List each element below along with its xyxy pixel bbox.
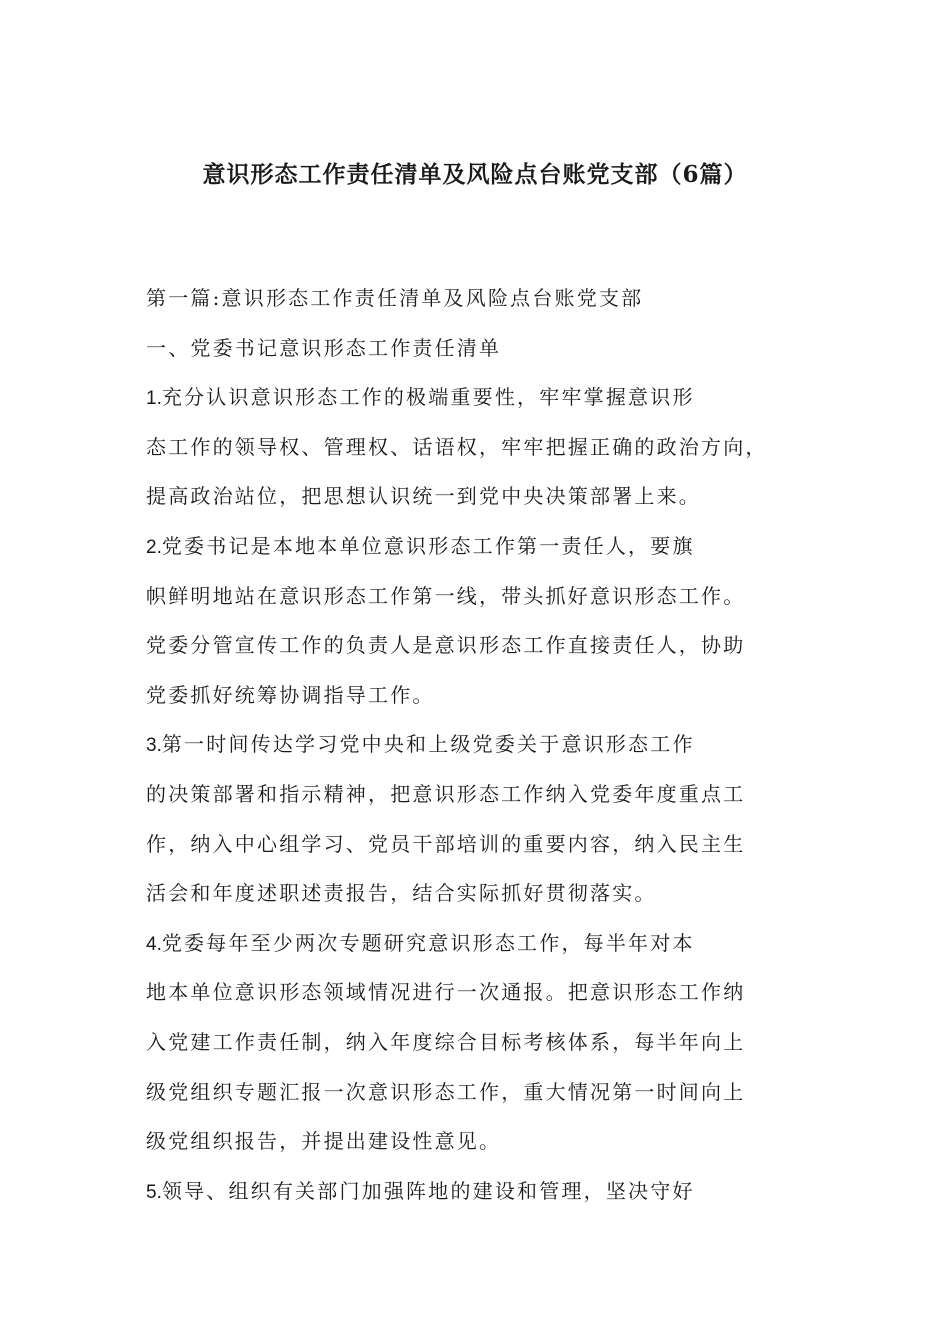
item-number: 2.	[146, 536, 162, 558]
text-line	[146, 1173, 846, 1223]
document-body	[146, 280, 846, 1222]
text-line	[146, 1123, 846, 1173]
text-line	[146, 1024, 846, 1074]
line-text: 作，纳入中心组学习、党员干部培训的重要内容，纳入民主生	[146, 831, 746, 856]
text-line	[146, 875, 846, 925]
text-line	[146, 280, 846, 330]
line-text: 充分认识意识形态工作的极端重要性，牢牢掌握意识形	[161, 385, 695, 410]
item-number: 1.	[146, 388, 162, 410]
text-line	[146, 578, 846, 628]
text-line	[146, 379, 846, 429]
item-number: 4.	[146, 933, 162, 955]
text-line	[146, 330, 846, 380]
text-line	[146, 677, 846, 727]
item-number: 3.	[146, 735, 162, 757]
text-line	[146, 826, 846, 876]
line-text: 帜鲜明地站在意识形态工作第一线，带头抓好意识形态工作。	[146, 583, 746, 608]
line-text: 入党建工作责任制，纳入年度综合目标考核体系，每半年向上	[146, 1029, 746, 1054]
text-line	[146, 478, 846, 528]
line-text: 党委抓好统筹协调指导工作。	[146, 682, 435, 707]
document-title: 意识形态工作责任清单及风险点台账党支部（6篇）	[202, 161, 748, 188]
line-text: 领导、组织有关部门加强阵地的建设和管理，坚决守好	[161, 1178, 695, 1203]
line-text: 级党组织报告，并提出建设性意见。	[146, 1129, 502, 1154]
line-text: 的决策部署和指示精神，把意识形态工作纳入党委年度重点工	[146, 781, 746, 806]
line-text: 级党组织专题汇报一次意识形态工作，重大情况第一时间向上	[146, 1079, 746, 1104]
line-text: 党委书记是本地本单位意识形态工作第一责任人，要旗	[161, 533, 695, 558]
text-line	[146, 925, 846, 975]
text-line	[146, 528, 846, 578]
text-line	[146, 429, 846, 479]
text-line	[146, 627, 846, 677]
line-text: 第一篇:意识形态工作责任清单及风险点台账党支部	[146, 286, 644, 310]
line-text: 态工作的领导权、管理权、话语权，牢牢把握正确的政治方向，	[146, 434, 768, 459]
line-text: 一、党委书记意识形态工作责任清单	[146, 335, 502, 360]
text-line	[146, 974, 846, 1024]
line-text: 第一时间传达学习党中央和上级党委关于意识形态工作	[161, 732, 695, 757]
item-number: 5.	[146, 1181, 162, 1203]
line-text: 活会和年度述职述责报告，结合实际抓好贯彻落实。	[146, 881, 657, 906]
text-line	[146, 726, 846, 776]
line-text: 提高政治站位，把思想认识统一到党中央决策部署上来。	[146, 484, 701, 509]
text-line	[146, 776, 846, 826]
text-line	[146, 1074, 846, 1124]
line-text: 党委分管宣传工作的负责人是意识形态工作直接责任人，协助	[146, 633, 746, 658]
line-text: 地本单位意识形态领域情况进行一次通报。把意识形态工作纳	[146, 980, 746, 1005]
line-text: 党委每年至少两次专题研究意识形态工作，每半年对本	[161, 930, 695, 955]
